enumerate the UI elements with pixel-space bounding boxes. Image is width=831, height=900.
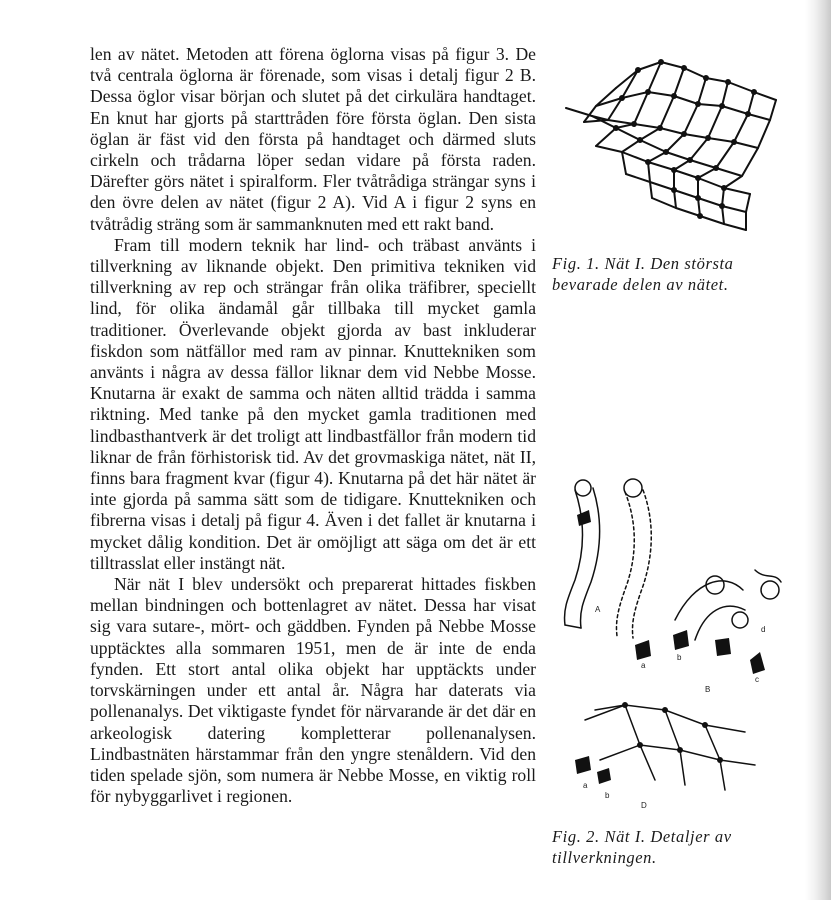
figure-2-label-B: B — [705, 685, 711, 694]
book-spine-shadow — [805, 0, 831, 900]
main-text-column — [90, 44, 536, 807]
figure-2-label-d: d — [761, 625, 766, 634]
figure-2-label-c: c — [755, 675, 759, 684]
figure-2-caption: Fig. 2. Nät I. Detaljer av tillverkningen. — [552, 827, 732, 867]
figure-2-label-b-lower: b — [605, 791, 610, 800]
paragraph-2: Fram till modern teknik har lind- och träbast använts i tillverkning av liknande objekt. Den primitiva tekniken vid tillverkning av rep och strängar från olika träfibrer, speciellt lind, för olika ändamål går tillbaka till mycket gamla traditioner. Överlevande objekt gjorda av bast inkluderar fiskdon som nätfällor med ram av pinnar. Knuttekniken som använts i några av dessa fällor liknar dem vid Nebbe Mosse. Knutarna är exakt de samma och näten alltid trädda i samma riktning. Med tanke på den mycket gamla traditionen med lindbasthantverk är det troligt att lindbastfällor från modern tid liknar de från förhistorisk tid. Av det grovmaskiga nätet, nät II, finns bara fragment kvar (figur 4). Knutarna på det här nätet är inte gjorda på samma sätt som de tidigare. Knuttekniken och fibrerna visas i detalj på figur 4. Även i det fallet är knutarna i mycket dålig kondition. Det är omöjligt att säga om det är ett tilltrasslat eller instängt nät. — [90, 234, 536, 573]
figure-2-knot-details — [555, 460, 795, 820]
figure-2-label-A: A — [595, 605, 601, 614]
paragraph-3: När nät I blev undersökt och preparerat hittades fiskben mellan bindningen och bottenlagret av nätet. Dessa har visat sig vara sutare-, mört- och gäddben. Fynden på Nebbe Mosse upptäcktes alla sommaren 1951, men de är inte de enda fynden. Ett stort antal olika objekt har upptäckts under torvskärningen under ett antal år. Några har daterats via pollenanalys. Det viktigaste fyndet för närvarande är det där en arkeologisk datering kompletterar pollenanalysen. Lindbastnäten härstammar från den yngre stenåldern. Vid den tiden spelade sjön, som numera är Nebbe Mosse, en viktig roll för nybyggarlivet i regionen. — [90, 574, 536, 807]
figure-2-label-D: D — [641, 801, 647, 810]
figure-1-net-drawing — [556, 48, 796, 248]
figure-1-caption: Fig. 1. Nät I. Den största bevarade delen av nätet. — [552, 254, 734, 294]
figure-2-label-a: a — [641, 661, 646, 670]
figure-2-label-a-lower: a — [583, 781, 588, 790]
figure-2-label-b: b — [677, 653, 682, 662]
paragraph-1: len av nätet. Metoden att förena öglorna visas på figur 3. De två centrala öglorna är förenade, som visas i detalj figur 2 B. Dessa öglor visar början och slutet på det cirkulära handtaget. En knut har gjorts på starttråden före första öglan. Den sista öglan är fäst vid den första på handtaget och därmed sluts cirkeln och trådarna löper sedan vidare på första raden. Därefter görs nätet i spiralform. Fler tvåtrådiga strängar syns i den övre delen av nätet (figur 2 A). Vid A i figur 2 syns en tvåtrådig sträng som är sammanknuten med ett rakt band. — [90, 44, 536, 234]
